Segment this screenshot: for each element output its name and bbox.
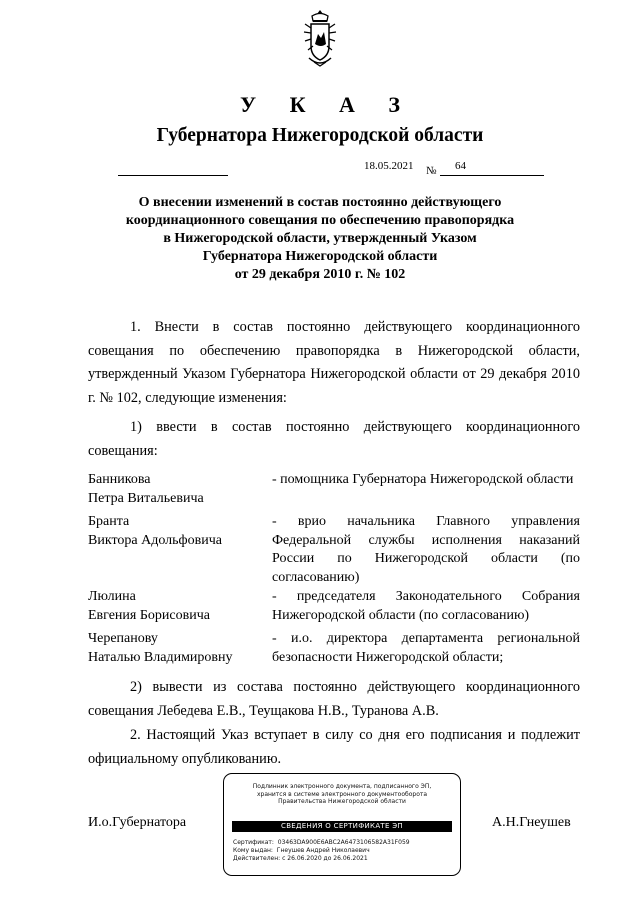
certificate-label: Сертификат: — [233, 839, 274, 846]
validity-value: с 26.06.2020 до 26.06.2021 — [282, 855, 368, 862]
member-name — [88, 471, 258, 508]
member-position: - председателя Законодательного Собрания Нижегородской области (по согласованию) — [272, 589, 580, 623]
certificate-details — [233, 839, 452, 863]
stamp-header-line: хранится в системе электронного документооборота — [256, 790, 428, 798]
member-position: - помощника Губернатора Нижегородской области — [272, 472, 574, 487]
signatory-name: А.Н.Гнеушев — [492, 815, 571, 830]
member-name — [88, 630, 258, 667]
owner-row — [233, 847, 452, 855]
certificate-row — [233, 839, 452, 847]
number-line — [440, 175, 544, 176]
paragraph-1-1: 1) ввести в состав постоянно действующего координационного совещания: — [88, 419, 580, 459]
certificate-value: 03463DA900E6ABC2A6473106582A31F059 — [277, 839, 410, 846]
stamp-header-line: Правительства Нижегородской области — [278, 798, 406, 805]
member-given-names: Наталью Владимировну — [88, 649, 233, 665]
paragraph-2: 2. Настоящий Указ вступает в силу со дня его подписания и подлежит официальному опубликованию. — [88, 727, 580, 767]
decree-title: У К А З — [239, 92, 415, 117]
stamp-header — [228, 783, 456, 806]
member-surname: Черепанову — [88, 631, 158, 646]
number-sign: № — [426, 165, 437, 177]
subject-line: Губернатора Нижегородской области — [202, 249, 438, 264]
member-position: - врио начальника Главного управления Федеральной службы исполнения наказаний России по Нижегородской области (по согласованию) — [272, 514, 580, 585]
owner-value: Гнеушев Андрей Николаевич — [276, 847, 370, 854]
certificate-info-bar: СВЕДЕНИЯ О СЕРТИФИКАТЕ ЭП — [232, 821, 452, 832]
decree-date: 18.05.2021 — [364, 160, 414, 172]
signatory-title: И.о.Губернатора — [88, 815, 187, 830]
left-blank-line — [118, 175, 228, 176]
member-given-names: Виктора Адольфовича — [88, 532, 222, 548]
member-position: - и.о. директора департамента региональной безопасности Нижегородской области; — [272, 631, 580, 665]
electronic-signature-stamp — [223, 773, 461, 876]
paragraph-1-2: 2) вывести из состава постоянно действующего координационного совещания Лебедева Е.В., Теущакова Н.В., Туранова А.В. — [88, 679, 580, 719]
issuer-title: Губернатора Нижегородской области — [156, 125, 484, 146]
validity-label: Действителен: — [233, 855, 281, 862]
member-name — [88, 588, 258, 625]
member-surname: Банникова — [88, 472, 151, 487]
subject-line: в Нижегородской области, утвержденный Указом — [163, 231, 477, 246]
subject-line: координационного совещания по обеспечению правопорядка — [125, 213, 515, 228]
member-surname: Бранта — [88, 514, 130, 529]
decree-number: 64 — [455, 160, 466, 172]
member-given-names: Евгения Борисовича — [88, 607, 210, 623]
member-surname: Люлина — [88, 589, 136, 604]
subject-line: от 29 декабря 2010 г. № 102 — [234, 267, 406, 282]
decree-subject — [100, 194, 540, 284]
member-given-names: Петра Витальевича — [88, 490, 204, 506]
subject-line: О внесении изменений в состав постоянно действующего — [138, 195, 502, 210]
paragraph-1: 1. Внести в состав постоянно действующего координационного совещания по обеспечению правопорядка в Нижегородской области, утвержденный Указом Губернатора Нижегородской области от 29 декабря 2010 г. № 102, следующие изменения: — [88, 319, 580, 406]
stamp-header-line: Подлинник электронного документа, подписанного ЭП, — [252, 783, 432, 790]
member-name — [88, 513, 258, 550]
coat-of-arms-emblem — [300, 8, 340, 68]
owner-label: Кому выдан: — [233, 847, 273, 854]
validity-row — [233, 855, 452, 863]
